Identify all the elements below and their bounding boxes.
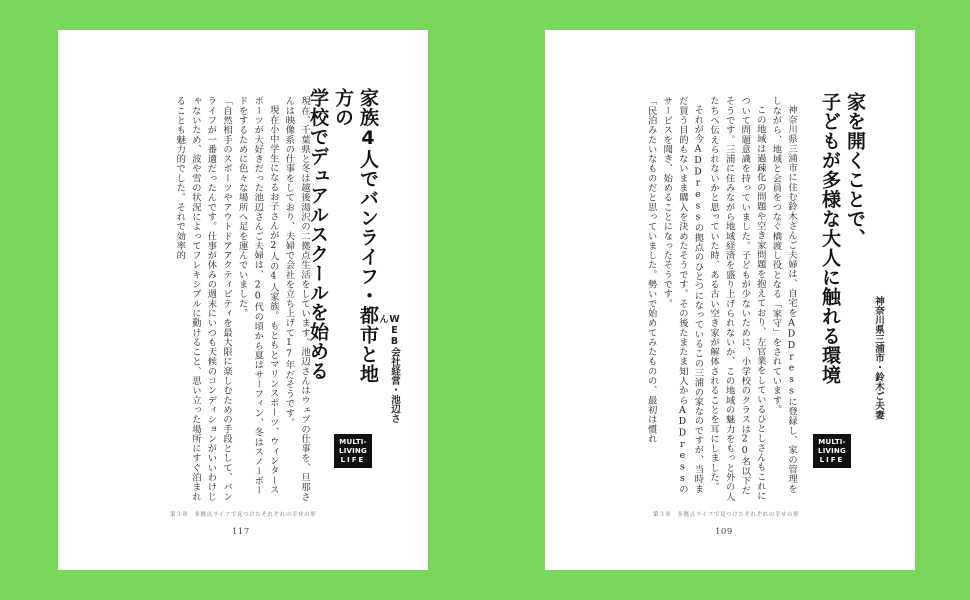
paragraph: 「自然相手のスポーツやアウトドアアクティビティを最大限に楽しむための手段として、バンライフが一番適だったんです。仕事が休みの週末にいつも天候のコンディションがいいわけじゃないため、波や雪の状況によってフレキシブルに動けること、思い立った場所にすぐ泊まれることも魅力的でした。それで効率的	[174, 96, 233, 502]
author-byline: 神奈川県三浦市・鈴木ご夫妻	[873, 296, 884, 420]
body-text	[77, 96, 312, 502]
chapter-footer: 第３章 多拠点ライフで見つけたそれぞれの幸せの形	[170, 512, 317, 518]
page-number: 109	[715, 527, 733, 537]
title-line-1: 家族4人でバンライフ・都市と地方の	[332, 88, 379, 384]
paragraph: 現在、千葉県と冬は越後湯沢の二拠点生活をしています。池辺さんはウェブの仕事を、旦那さんは映像系の仕事をしており、夫婦で会社を立ち上げて17年だそうです。	[283, 96, 310, 502]
logo-line: MULTI-	[339, 437, 367, 446]
title-line-2: 学校でデュアルスクールを始める	[307, 88, 329, 381]
logo-line: LIFE	[819, 455, 845, 464]
logo-line: MULTI-	[818, 437, 846, 446]
right-page	[545, 30, 915, 570]
logo-line: LIVING	[339, 446, 367, 455]
logo-line: LIFE	[340, 455, 366, 464]
title-line-2: 子どもが多様な大人に触れる環境	[819, 92, 841, 385]
chapter-footer: 第３章 多拠点ライフで見つけたそれぞれの幸せの形	[653, 512, 800, 518]
paragraph: 現在小中学生になるお子さんが2人の4人家族。もともとマリンスポーツ、ウィンタースポーツが大好きだった池辺さんご夫婦は、20代の頃から夏はサーフィン、冬はスノーボードをするために色々な場所へ足を運んでいました。	[236, 96, 279, 496]
page-number: 117	[232, 527, 250, 537]
page-title	[817, 92, 867, 392]
paragraph: 神奈川県三浦市に住む鈴木さんご夫婦は、自宅をADDressに登録し、家の管理をしながら、地域と会員をつなぐ橋渡し役となる「家守」をされています。	[770, 96, 797, 494]
paragraph: この地域は過疎化の問題や空き家問題を抱えており、左官業をしているひとしさんもこれについて問題意識を持っていました。子どもが少ないために、小学校のクラスは20名以下だそうです。三浦に住みながら地域経済を盛り上げられないか、この地域の魅力をもっと外の人たちへ伝えられないかと思っていた時、ある古い空き家が解体されることを耳にしました。	[708, 96, 766, 502]
page-title	[305, 88, 380, 398]
multi-living-life-logo	[813, 434, 851, 468]
left-page	[58, 30, 428, 570]
multi-living-life-logo	[334, 434, 372, 468]
author-byline: WEB会社経営・池辺さん	[377, 314, 400, 423]
logo-line: LIVING	[818, 446, 846, 455]
paragraph: 「民泊みたいなものだと思っていました。勢いで始めてみたものの、最初は慣れ	[645, 96, 657, 444]
body-text	[549, 96, 799, 502]
title-line-1: 家を開くことで、	[844, 92, 866, 248]
paragraph: それが今ADDressの拠点のひとつになっているこの三浦の家なのですが、当時まだ買う目的もないまま購入を決めたそうです。その後たまたま知人からADDressのサービスを聞き、始めることになったそうです。	[661, 96, 704, 494]
